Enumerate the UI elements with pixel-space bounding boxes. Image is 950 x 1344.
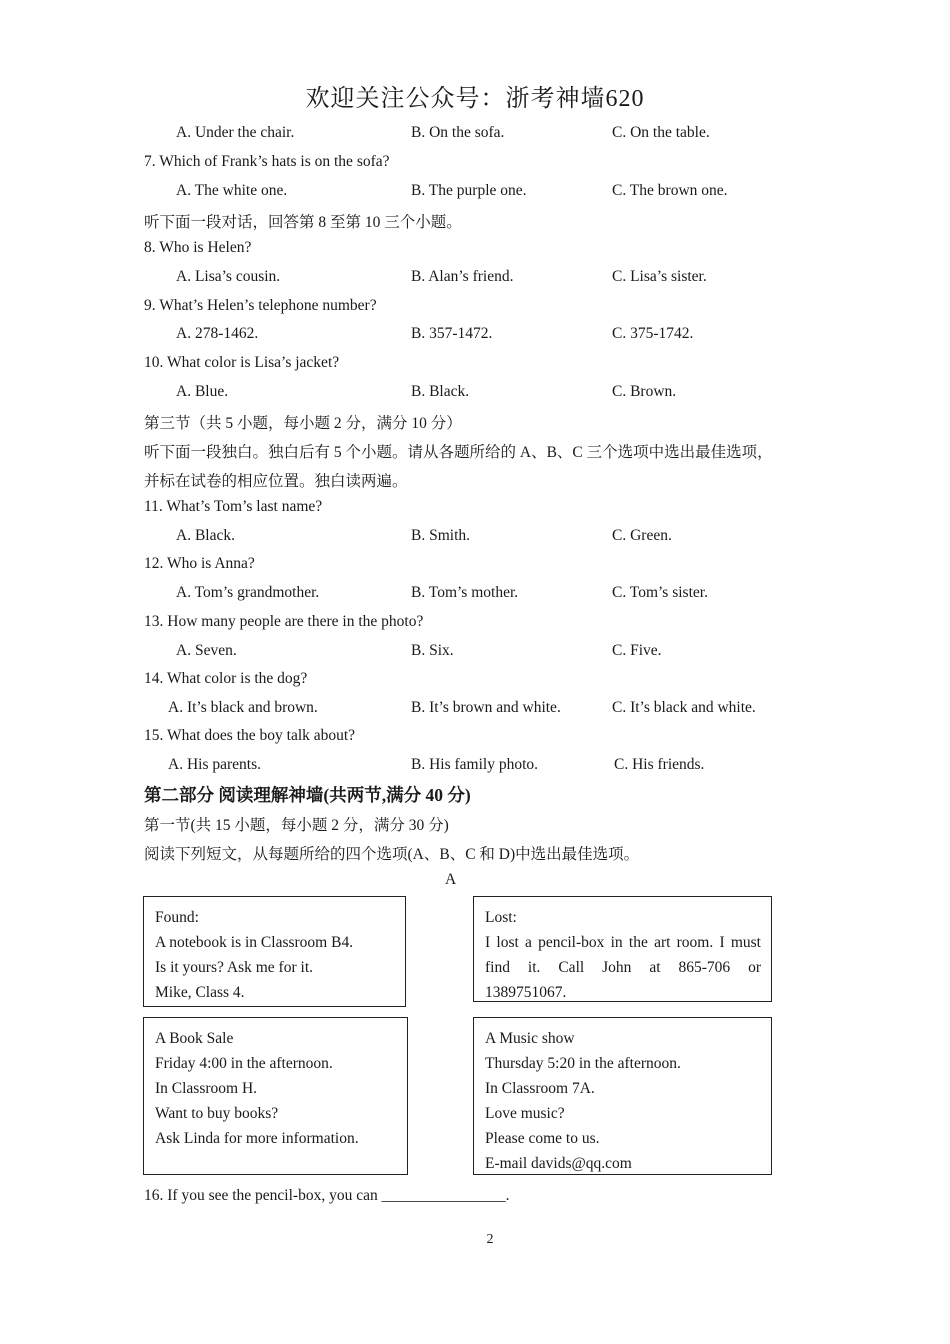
q14-option-b: B. It’s brown and white. <box>411 699 561 716</box>
notice-music-show <box>473 1017 772 1175</box>
section3-instruction-line2: 并标在试卷的相应位置。独白读两遍。 <box>144 473 408 490</box>
notice-found-line: Found: <box>155 909 199 926</box>
q12-option-a: A. Tom’s grandmother. <box>176 584 320 601</box>
q15-option-a: A. His parents. <box>168 756 261 773</box>
section3-instruction-line1: 听下面一段独白。独白后有 5 个小题。请从各题所给的 A、B、C 三个选项中选出最佳选项， <box>144 444 773 461</box>
dialog-instruction: 听下面一段对话，回答第 8 至第 10 三个小题。 <box>144 214 462 231</box>
q11-option-b: B. Smith. <box>411 527 471 544</box>
notice-music-show-line: Love music? <box>485 1105 565 1122</box>
notice-lost <box>473 896 772 1002</box>
notice-music-show-line: In Classroom 7A. <box>485 1080 595 1097</box>
q15-option-b: B. His family photo. <box>411 756 539 773</box>
notice-book-sale-line: In Classroom H. <box>155 1080 258 1097</box>
q13-option-a: A. Seven. <box>176 642 237 659</box>
section3-title: 第三节（共 5 小题，每小题 2 分，满分 10 分） <box>144 415 462 432</box>
q11-option-a: A. Black. <box>176 527 235 544</box>
q14-option-c: C. It’s black and white. <box>612 699 756 716</box>
page-header-title: 欢迎关注公众号：浙考神墙620 <box>305 86 645 112</box>
notice-found <box>143 896 406 1007</box>
notice-found-line: Mike, Class 4. <box>155 984 245 1001</box>
q13-option-c: C. Five. <box>612 642 662 659</box>
q13-option-b: B. Six. <box>411 642 454 659</box>
notice-lost-line: Lost: <box>485 909 517 926</box>
q8-option-b: B. Alan’s friend. <box>411 268 514 285</box>
part2-instruction: 阅读下列短文，从每题所给的四个选项(A、B、C 和 D)中选出最佳选项。 <box>144 846 640 863</box>
q12-option-b: B. Tom’s mother. <box>411 584 519 601</box>
question-14: 14. What color is the dog? <box>144 670 308 687</box>
q6-option-a: A. Under the chair. <box>176 124 295 141</box>
question-9: 9. What’s Helen’s telephone number? <box>144 297 377 314</box>
q7-option-a: A. The white one. <box>176 182 288 199</box>
part2-section1-title: 第一节(共 15 小题，每小题 2 分，满分 30 分) <box>144 817 449 834</box>
question-13: 13. How many people are there in the photo? <box>144 613 424 630</box>
notice-lost-line: I lost a pencil-box in the art room. I must find it. Call John at 865-706 or 1389751067. <box>485 934 761 1001</box>
page-number: 2 <box>486 1232 494 1247</box>
q7-option-c: C. The brown one. <box>612 182 728 199</box>
notice-book-sale-line: Ask Linda for more information. <box>155 1130 359 1147</box>
q6-option-c: C. On the table. <box>612 124 710 141</box>
notice-music-show-line: A Music show <box>485 1030 575 1047</box>
q8-option-c: C. Lisa’s sister. <box>612 268 707 285</box>
notice-book-sale-line: Want to buy books? <box>155 1105 279 1122</box>
q12-option-c: C. Tom’s sister. <box>612 584 708 601</box>
q9-option-a: A. 278-1462. <box>176 325 259 342</box>
notice-found-line: A notebook is in Classroom B4. <box>155 934 354 951</box>
notice-music-show-line: Please come to us. <box>485 1130 600 1147</box>
notice-music-show-line: E-mail davids@qq.com <box>485 1155 632 1172</box>
notice-book-sale <box>143 1017 408 1175</box>
q10-option-c: C. Brown. <box>612 383 677 400</box>
q11-option-c: C. Green. <box>612 527 672 544</box>
notice-found-line: Is it yours? Ask me for it. <box>155 959 313 976</box>
q8-option-a: A. Lisa’s cousin. <box>176 268 281 285</box>
passage-label: A <box>445 871 457 888</box>
q10-option-b: B. Black. <box>411 383 470 400</box>
q7-option-b: B. The purple one. <box>411 182 527 199</box>
question-11: 11. What’s Tom’s last name? <box>144 498 323 515</box>
q9-option-c: C. 375-1742. <box>612 325 694 342</box>
q6-option-b: B. On the sofa. <box>411 124 505 141</box>
notice-music-show-line: Thursday 5:20 in the afternoon. <box>485 1055 681 1072</box>
notice-book-sale-line: A Book Sale <box>155 1030 234 1047</box>
part2-title: 第二部分 阅读理解神墙(共两节,满分 40 分) <box>144 785 471 805</box>
question-15: 15. What does the boy talk about? <box>144 727 356 744</box>
question-7: 7. Which of Frank’s hats is on the sofa? <box>144 153 390 170</box>
q14-option-a: A. It’s black and brown. <box>168 699 318 716</box>
q9-option-b: B. 357-1472. <box>411 325 493 342</box>
question-8: 8. Who is Helen? <box>144 239 252 256</box>
q15-option-c: C. His friends. <box>614 756 705 773</box>
question-12: 12. Who is Anna? <box>144 555 255 572</box>
question-10: 10. What color is Lisa’s jacket? <box>144 354 340 371</box>
notice-book-sale-line: Friday 4:00 in the afternoon. <box>155 1055 333 1072</box>
question-16: 16. If you see the pencil-box, you can ________________. <box>144 1187 510 1204</box>
q10-option-a: A. Blue. <box>176 383 229 400</box>
